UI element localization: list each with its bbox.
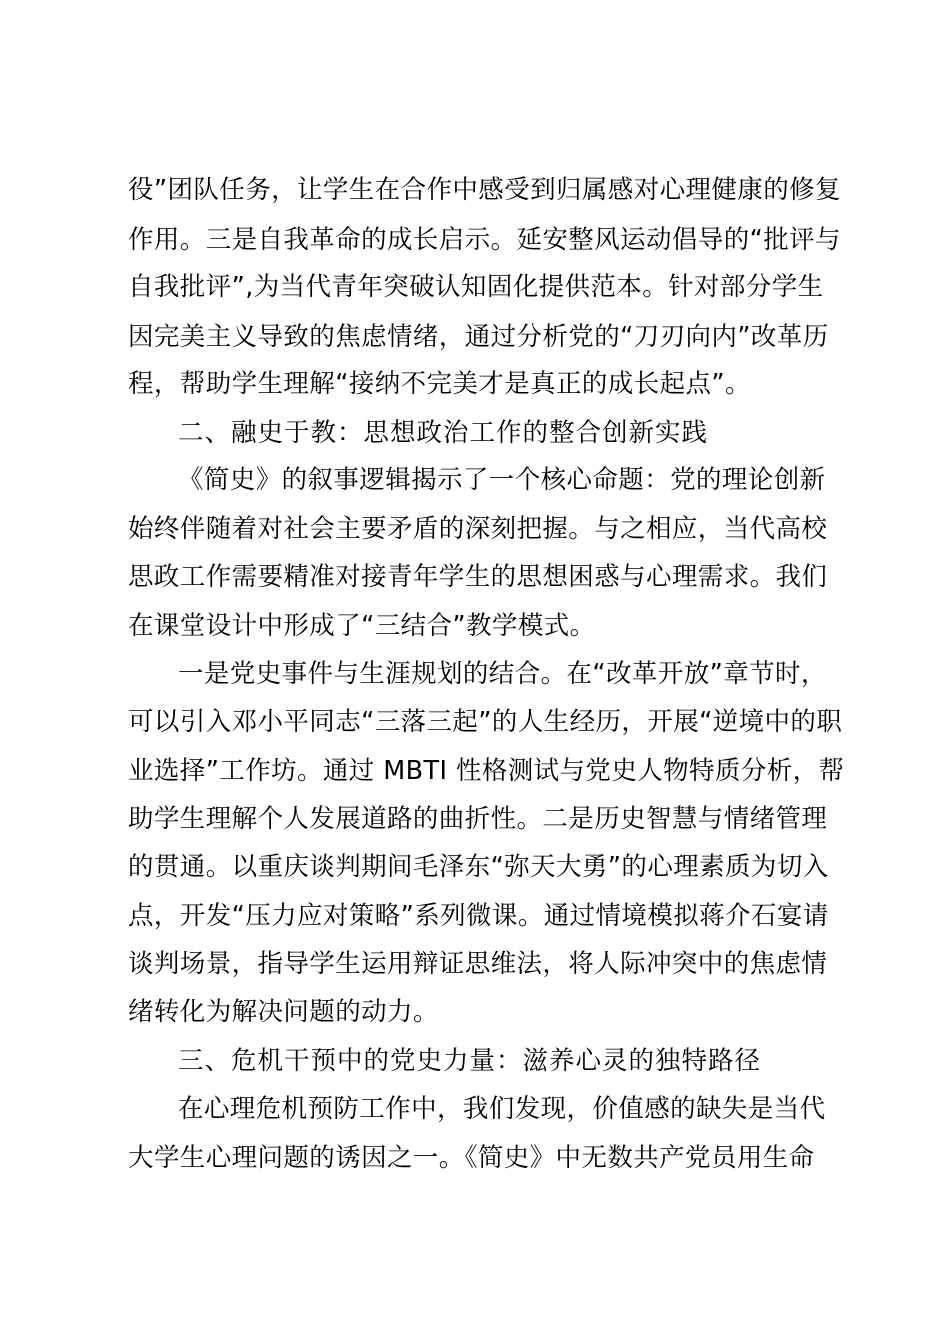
text-line: 的贯通。以重庆谈判期间毛泽东“弥天大勇”的心理素质为切入: [128, 852, 829, 882]
text-line: 始终伴随着对社会主要矛盾的深刻把握。与之相应，当代高校: [128, 514, 828, 544]
text-line: 绪转化为解决问题的动力。: [128, 997, 439, 1027]
text-line: 在课堂设计中形成了“三结合”教学模式。: [128, 611, 596, 641]
text-line: 一是党史事件与生涯规划的结合。在“改革开放”章节时，: [178, 659, 827, 689]
text-line: 在心理危机预防工作中，我们发现，价值感的缺失是当代: [178, 1094, 826, 1124]
text-line: 谈判场景，指导学生运用辩证思维法，将人际冲突中的焦虑情: [128, 949, 828, 979]
text-line: 思政工作需要精准对接青年学生的思想困惑与心理需求。我们: [128, 562, 828, 592]
text-line: 助学生理解个人发展道路的曲折性。二是历史智慧与情绪管理: [128, 804, 828, 834]
text-line: 程，帮助学生理解“接纳不完美才是真正的成长起点”。: [128, 369, 751, 399]
text-line: 业选择”工作坊。通过 MBTI 性格测试与党史人物特质分析，帮: [128, 756, 845, 786]
text-line: 作用。三是自我革命的成长启示。延安整风运动倡导的“批评与: [128, 225, 841, 255]
text-line: 《简史》的叙事逻辑揭示了一个核心命题：党的理论创新: [178, 465, 826, 495]
text-line: 可以引入邓小平同志“三落三起”的人生经历，开展“逆境中的职: [128, 707, 843, 737]
text-line: 自我批评”,为当代青年突破认知固化提供范本。针对部分学生: [128, 272, 824, 302]
section-heading-2: 二、融史于教：思想政治工作的整合创新实践: [178, 418, 709, 448]
text-line: 因完美主义导致的焦虑情绪，通过分析党的“刀刃向内”改革历: [128, 322, 829, 352]
text-line: 役”团队任务，让学生在合作中感受到归属感对心理健康的修复: [128, 175, 841, 205]
section-heading-3: 三、危机干预中的党史力量：滋养心灵的独特路径: [178, 1046, 762, 1076]
text-line: 大学生心理问题的诱因之一。《简史》中无数共产党员用生命: [128, 1143, 815, 1173]
text-line: 点，开发“压力应对策略”系列微课。通过情境模拟蒋介石宴请: [128, 901, 829, 931]
